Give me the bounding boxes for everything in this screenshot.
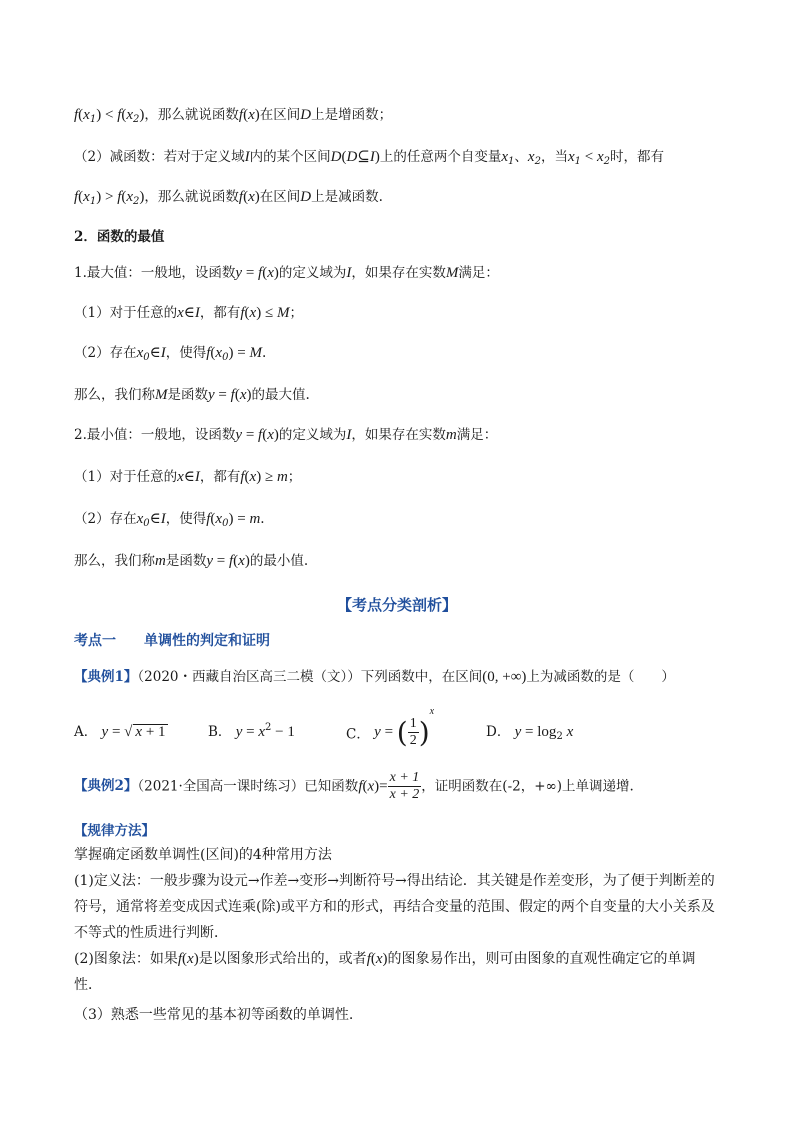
choice-b[interactable]: B． $y = x^2 - 1$ xyxy=(208,722,295,740)
topic-heading: 考点一 单调性的判定和证明 xyxy=(74,633,270,649)
section-banner: 【考点分类剖析】 xyxy=(336,596,457,614)
method-paragraph: 掌握确定函数单调性(区间)的4种常用方法 (1)定义法：一般步骤为设元→作差→变形→判断符号→得出结论．其关键是作差变形，为了便于判断差的 符号，通常将差变成因式连乘(除)或平方和的形式，再结合变量的范围、假定的两个自变量的大小关系及 不等式的性质进行判断． (2)图象法：如果f(x)是以图象形式给出的，或者f(x)的图象易作出，则可由图象的直观性确定它的单调 性． （3）熟悉一些常见的基本初等函数的单调性. xyxy=(74,847,715,1023)
min-condition-1: （1）对于任意的x∈I，都有f(x) ≥ m； xyxy=(74,469,302,485)
min-condition-2: （2）存在$x_0\in I$，使得$f(x_0) = m$. xyxy=(74,511,265,529)
decreasing-function-definition-tail: $f(x_1) > f(x_2)$，那么就说函数f(x)在区间D上是减函数. xyxy=(74,189,383,207)
max-conclusion: 那么，我们称M是函数y = f(x)的最大值. xyxy=(74,387,310,403)
example-1-question: 【典例1】（2020・西藏自治区高三二模（文））下列函数中，在区间(0, +∞)上为减函数的是（ ） xyxy=(74,669,675,685)
example-2-question: 【典例2】（2021·全国高一课时练习）已知函数f(x)= $\frac{x + 1}{x + 2}$ ，证明函数在(-2，+∞)上单调递增. xyxy=(74,770,634,802)
max-condition-2: （2）存在$x_0\in I$，使得$f(x_0) = M$. xyxy=(74,345,267,363)
choice-a[interactable]: A． y = √ x + 1 xyxy=(74,724,166,740)
max-value-intro: 1.最大值：一般地，设函数y = f(x)的定义域为I，如果存在实数M满足： xyxy=(74,265,499,281)
choice-c[interactable]: C． y = ( $\frac{1}{2}$ )$^x$ xyxy=(346,706,435,749)
min-value-intro: 2.最小值：一般地，设函数y = f(x)的定义域为I，如果存在实数m满足： xyxy=(74,427,498,443)
choice-d[interactable]: D． $y = \log_2 x$ xyxy=(486,724,574,742)
increasing-function-definition-tail: $f(x_1) < f(x_2)$，那么就说函数f(x)在区间D上是增函数； xyxy=(74,107,393,125)
section-heading-extrema: 2．函数的最值 xyxy=(74,229,165,245)
max-condition-1: （1）对于任意的x∈I，都有f(x) ≤ M； xyxy=(74,305,303,321)
min-conclusion: 那么，我们称m是函数y = f(x)的最小值. xyxy=(74,553,309,569)
decreasing-function-definition: （2）减函数：若对于定义域I内的某个区间D(D⊆I)上的任意两个自变量$x_1$、$x_2$，当$x_1 < x_2$时，都有 xyxy=(74,149,665,167)
method-heading: 【规律方法】 xyxy=(74,823,155,839)
